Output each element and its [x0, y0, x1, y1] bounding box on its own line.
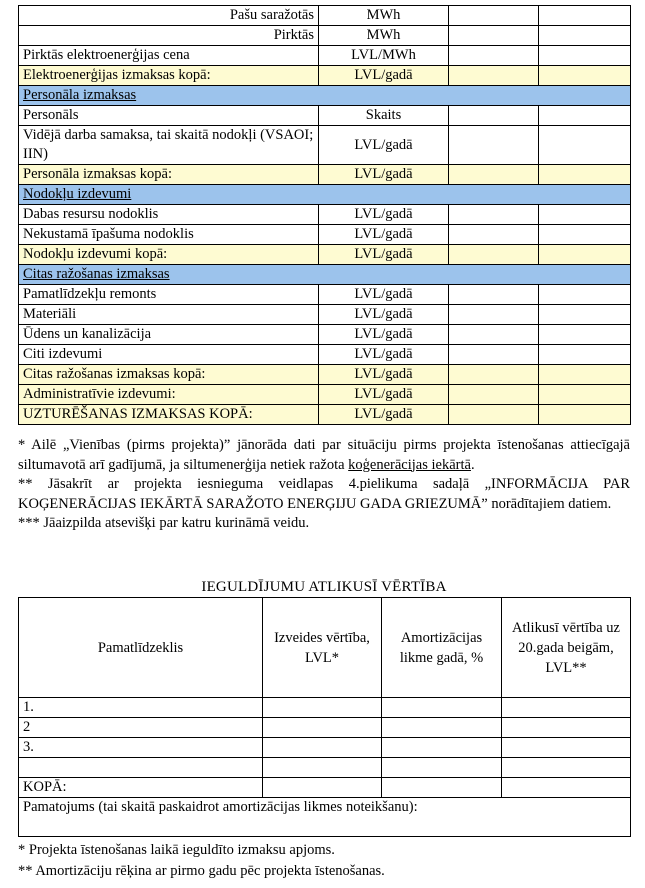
value-cell[interactable] [449, 245, 539, 265]
value-cell[interactable] [449, 225, 539, 245]
value-cell[interactable] [263, 738, 382, 758]
footnotes [18, 840, 630, 882]
row-unit: LVL/gadā [319, 66, 449, 86]
row-label: Nodokļu izdevumi kopā: [19, 245, 319, 265]
value-cell[interactable] [539, 126, 631, 165]
row-label: Personāla izmaksas kopā: [19, 165, 319, 185]
value-cell[interactable] [449, 46, 539, 66]
total-label: KOPĀ: [19, 778, 263, 798]
investment-table [18, 597, 631, 837]
row-label: Materiāli [19, 305, 319, 325]
table-row [19, 738, 631, 758]
table-row [19, 718, 631, 738]
section-header-row [19, 86, 631, 106]
value-cell[interactable] [449, 6, 539, 26]
value-cell[interactable] [449, 26, 539, 46]
row-label: Pirktās elektroenerģijas cena [19, 46, 319, 66]
value-cell[interactable] [449, 345, 539, 365]
table-row [19, 205, 631, 225]
table-row [19, 345, 631, 365]
value-cell[interactable] [539, 245, 631, 265]
value-cell[interactable] [539, 66, 631, 86]
value-cell[interactable] [449, 165, 539, 185]
value-cell[interactable] [263, 698, 382, 718]
footnote-2: ** Amortizāciju rēķina ar pirmo gadu pēc projekta īstenošanas. [18, 863, 385, 879]
table-row [19, 6, 631, 26]
subtotal-row [19, 245, 631, 265]
row-unit: LVL/gadā [319, 385, 449, 405]
row-label: UZTURĒŠANAS IZMAKSAS KOPĀ: [19, 405, 319, 425]
row-unit: LVL/gadā [319, 305, 449, 325]
table-row [19, 758, 631, 778]
header-rate: Amortizācijas likme gadā, % [382, 598, 502, 698]
row-number: 3. [19, 738, 263, 758]
value-cell[interactable] [382, 758, 502, 778]
value-cell[interactable] [502, 758, 631, 778]
section-title: Citas ražošanas izmaksas [19, 265, 631, 285]
header-value: Izveides vērtība, LVL* [263, 598, 382, 698]
value-cell[interactable] [502, 698, 631, 718]
value-cell[interactable] [449, 305, 539, 325]
row-unit: LVL/gadā [319, 165, 449, 185]
section-title: Personāla izmaksas [19, 86, 631, 106]
value-cell[interactable] [539, 46, 631, 66]
row-unit: LVL/gadā [319, 225, 449, 245]
row-label: Pašu saražotās [19, 6, 319, 26]
header-asset: Pamatlīdzeklis [19, 598, 263, 698]
row-label: Pamatlīdzekļu remonts [19, 285, 319, 305]
value-cell[interactable] [449, 126, 539, 165]
row-number: 1. [19, 698, 263, 718]
row-unit: LVL/MWh [319, 46, 449, 66]
table-row [19, 26, 631, 46]
row-unit: MWh [319, 26, 449, 46]
value-cell[interactable] [539, 205, 631, 225]
maintenance-cost-table [18, 5, 631, 425]
subtotal-row [19, 165, 631, 185]
value-cell[interactable] [539, 325, 631, 345]
value-cell[interactable] [382, 778, 502, 798]
value-cell[interactable] [539, 106, 631, 126]
row-label: Personāls [19, 106, 319, 126]
row-unit: MWh [319, 6, 449, 26]
value-cell[interactable] [449, 365, 539, 385]
header-row [19, 598, 631, 698]
value-cell[interactable] [502, 718, 631, 738]
value-cell[interactable] [449, 285, 539, 305]
value-cell[interactable] [382, 718, 502, 738]
value-cell[interactable] [539, 165, 631, 185]
table-row [19, 225, 631, 245]
header-residual: Atlikusī vērtība uz 20.gada beigām, LVL** [502, 598, 631, 698]
value-cell[interactable] [382, 698, 502, 718]
value-cell[interactable] [502, 778, 631, 798]
row-number: 2 [19, 718, 263, 738]
section-title: Nodokļu izdevumi [19, 185, 631, 205]
value-cell[interactable] [449, 66, 539, 86]
row-unit: Skaits [319, 106, 449, 126]
value-cell[interactable] [539, 305, 631, 325]
value-cell[interactable] [539, 385, 631, 405]
value-cell[interactable] [539, 405, 631, 425]
row-label: Pirktās [19, 26, 319, 46]
table-row [19, 106, 631, 126]
row-label: Citas ražošanas izmaksas kopā: [19, 365, 319, 385]
value-cell[interactable] [263, 718, 382, 738]
value-cell[interactable] [449, 325, 539, 345]
table-row [19, 698, 631, 718]
row-label: Nekustamā īpašuma nodoklis [19, 225, 319, 245]
footnote-1: * Projekta īstenošanas laikā ieguldīto izmaksu apjoms. [18, 842, 335, 858]
row-unit: LVL/gadā [319, 245, 449, 265]
row-label: Vidējā darba samaksa, tai skaitā nodokļi (VSAOI; IIN) [19, 126, 319, 165]
value-cell[interactable] [539, 6, 631, 26]
value-cell[interactable] [449, 205, 539, 225]
justification-field[interactable]: Pamatojums (tai skaitā paskaidrot amortizācijas likmes noteikšanu): [19, 798, 631, 837]
value-cell[interactable] [263, 778, 382, 798]
row-label: Ūdens un kanalizācija [19, 325, 319, 345]
subtotal-row [19, 385, 631, 405]
note-1: * Ailē „Vienības (pirms projekta)” jānorāda dati par situāciju pirms projekta īstenošanas attiecīgajā siltumavotā arī gadījumā, ja siltumenerģija netiek ražota koģenerācijas iekārtā. [18, 437, 630, 473]
table-row [19, 325, 631, 345]
row-unit: LVL/gadā [319, 325, 449, 345]
investment-table-title: IEGULDĪJUMU ATLIKUSĪ VĒRTĪBA [201, 579, 447, 595]
row-number [19, 758, 263, 778]
note-1-underlined: koģenerācijas iekārtā [348, 456, 471, 473]
value-cell[interactable] [539, 26, 631, 46]
value-cell[interactable] [502, 738, 631, 758]
section-header-row [19, 185, 631, 205]
row-unit: LVL/gadā [319, 345, 449, 365]
value-cell[interactable] [449, 405, 539, 425]
row-label: Administratīvie izdevumi: [19, 385, 319, 405]
value-cell[interactable] [449, 106, 539, 126]
table-row [19, 46, 631, 66]
row-unit: LVL/gadā [319, 205, 449, 225]
row-unit: LVL/gadā [319, 285, 449, 305]
note-2: ** Jāsakrīt ar projekta iesnieguma veidlapas 4.pielikuma sadaļā „INFORMĀCIJA PAR KOĢENERĀCIJAS IEKĀRTĀ SARAŽOTO ENERĢIJU GADA GRIEZUMĀ” norādītajiem datiem. [18, 476, 630, 512]
value-cell[interactable] [539, 345, 631, 365]
value-cell[interactable] [382, 738, 502, 758]
value-cell[interactable] [539, 225, 631, 245]
row-unit: LVL/gadā [319, 365, 449, 385]
table-notes [18, 436, 630, 534]
justification-row [19, 798, 631, 837]
table-row [19, 305, 631, 325]
table-row [19, 126, 631, 165]
value-cell[interactable] [539, 365, 631, 385]
value-cell[interactable] [449, 385, 539, 405]
row-label: Citi izdevumi [19, 345, 319, 365]
section-header-row [19, 265, 631, 285]
row-label: Dabas resursu nodoklis [19, 205, 319, 225]
value-cell[interactable] [263, 758, 382, 778]
table-row [19, 285, 631, 305]
subtotal-row [19, 66, 631, 86]
row-label: Elektroenerģijas izmaksas kopā: [19, 66, 319, 86]
subtotal-row [19, 365, 631, 385]
note-3: *** Jāaizpilda atsevišķi par katru kurināmā veidu. [18, 515, 310, 531]
row-unit: LVL/gadā [319, 126, 449, 165]
grand-total-row [19, 405, 631, 425]
total-row [19, 778, 631, 798]
row-unit: LVL/gadā [319, 405, 449, 425]
value-cell[interactable] [539, 285, 631, 305]
